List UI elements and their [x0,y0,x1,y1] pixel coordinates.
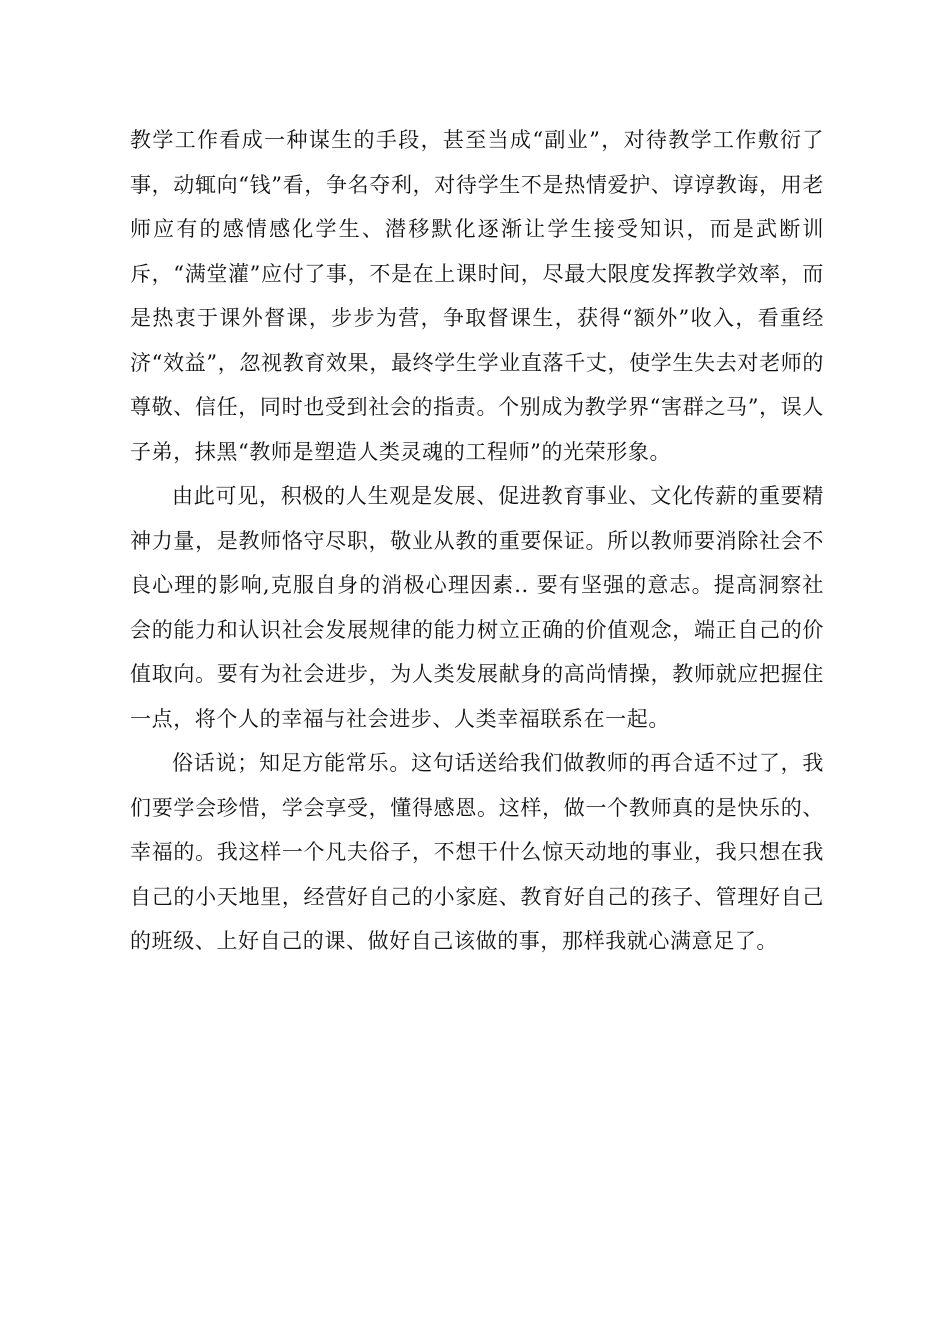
paragraph-positive-outlook: 由此可见，积极的人生观是发展、促进教育事业、文化传薪的重要精神力量，是教师恪守尽职，敬业从教的重要保证。所以教师要消除社会不良心理的影响,克服自身的消极心理因素.. 要有坚强的意志。提高洞察社会的能力和认识社会发展规律的能力树立正确的价值观念，端正自己的价值取向。要有为社会进步，为人类发展献身的高尚情操，教师就应把握住一点，将个人的幸福与社会进步、人类幸福联系在一起。 [130,484,824,731]
paragraph-contentment: 俗话说；知足方能常乐。这句话送给我们做教师的再合适不过了，我们要学会珍惜，学会享受，懂得感恩。这样，做一个教师真的是快乐的、幸福的。我这样一个凡夫俗子，不想干什么惊天动地的事业，我只想在我自己的小天地里，经营好自己的小家庭、教育好自己的孩子、管理好自己的班级、上好自己的课、做好自己该做的事，那样我就心满意足了。 [130,751,824,953]
document-body [130,118,824,964]
paragraph-continuation: 教学工作看成一种谋生的手段，甚至当成“副业”，对待教学工作敷衍了事，动辄向“钱”看，争名夺利，对待学生不是热情爱护、谆谆教诲，用老师应有的感情感化学生、潜移默化逐渐让学生接受知识，而是武断训斥，“满堂灌”应付了事，不是在上课时间，尽最大限度发挥教学效率，而是热衷于课外督课，步步为营，争取督课生，获得“额外”收入，看重经济“效益”，忽视教育效果，最终学生学业直落千丈，使学生失去对老师的尊敬、信任，同时也受到社会的指责。个别成为教学界“害群之马”，误人子弟，抹黑“教师是塑造人类灵魂的工程师”的光荣形象。 [130,128,824,464]
